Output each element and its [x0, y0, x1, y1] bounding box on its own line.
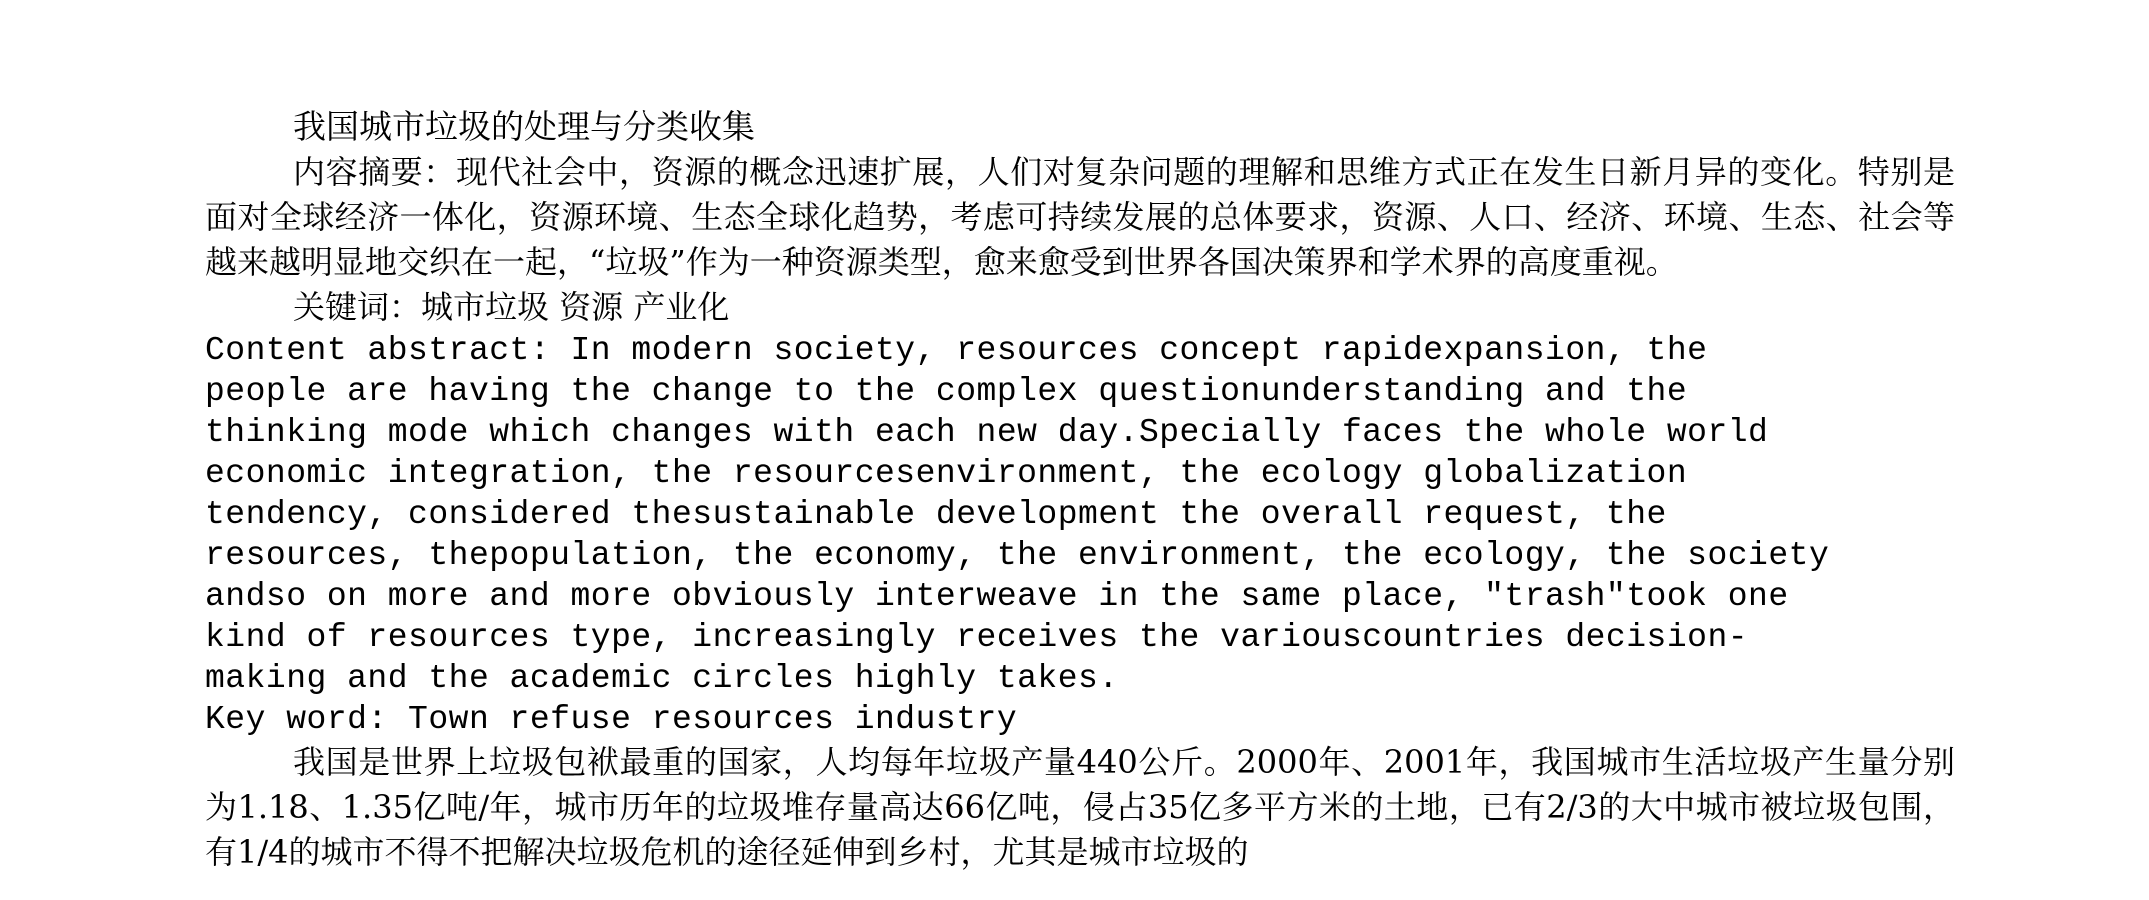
- abstract-english-line: tendency, considered thesustainable development the overall request, the: [205, 496, 1667, 533]
- abstract-english-line: Content abstract: In modern society, resources concept rapidexpansion, the: [205, 332, 1708, 369]
- abstract-english-line: thinking mode which changes with each new day.Specially faces the whole world: [205, 414, 1769, 451]
- abstract-english: [205, 330, 1955, 699]
- abstract-chinese: 内容摘要：现代社会中，资源的概念迅速扩展，人们对复杂问题的理解和思维方式正在发生日新月异的变化。特别是面对全球经济一体化，资源环境、生态全球化趋势，考虑可持续发展的总体要求，资源、人口、经济、环境、生态、社会等越来越明显地交织在一起，“垃圾”作为一种资源类型，愈来愈受到世界各国决策界和学术界的高度重视。: [205, 153, 1955, 281]
- abstract-english-line: economic integration, the resourcesenvironment, the ecology globalization: [205, 455, 1688, 492]
- keywords-english: Key word: Town refuse resources industry: [205, 701, 1018, 738]
- document-body: [205, 104, 1955, 875]
- abstract-english-line: making and the academic circles highly takes.: [205, 660, 1119, 697]
- abstract-english-line: kind of resources type, increasingly receives the variouscountries decision-: [205, 619, 1749, 656]
- keywords-chinese: 关键词：城市垃圾 资源 产业化: [293, 288, 730, 326]
- abstract-english-line: people are having the change to the complex questionunderstanding and the: [205, 373, 1688, 410]
- abstract-english-line: resources, thepopulation, the economy, the environment, the ecology, the society: [205, 537, 1830, 574]
- body-paragraph: 我国是世界上垃圾包袱最重的国家，人均每年垃圾产量440公斤。2000年、2001年，我国城市生活垃圾产生量分别为1.18、1.35亿吨/年，城市历年的垃圾堆存量高达66亿吨，侵占35亿多平方米的土地，已有2/3的大中城市被垃圾包围，有1/4的城市不得不把解决垃圾危机的途径延伸到乡村，尤其是城市垃圾的: [205, 743, 1955, 871]
- document-title: 我国城市垃圾的处理与分类收集: [293, 107, 755, 146]
- abstract-english-line: andso on more and more obviously interweave in the same place, "trash"took one: [205, 578, 1789, 615]
